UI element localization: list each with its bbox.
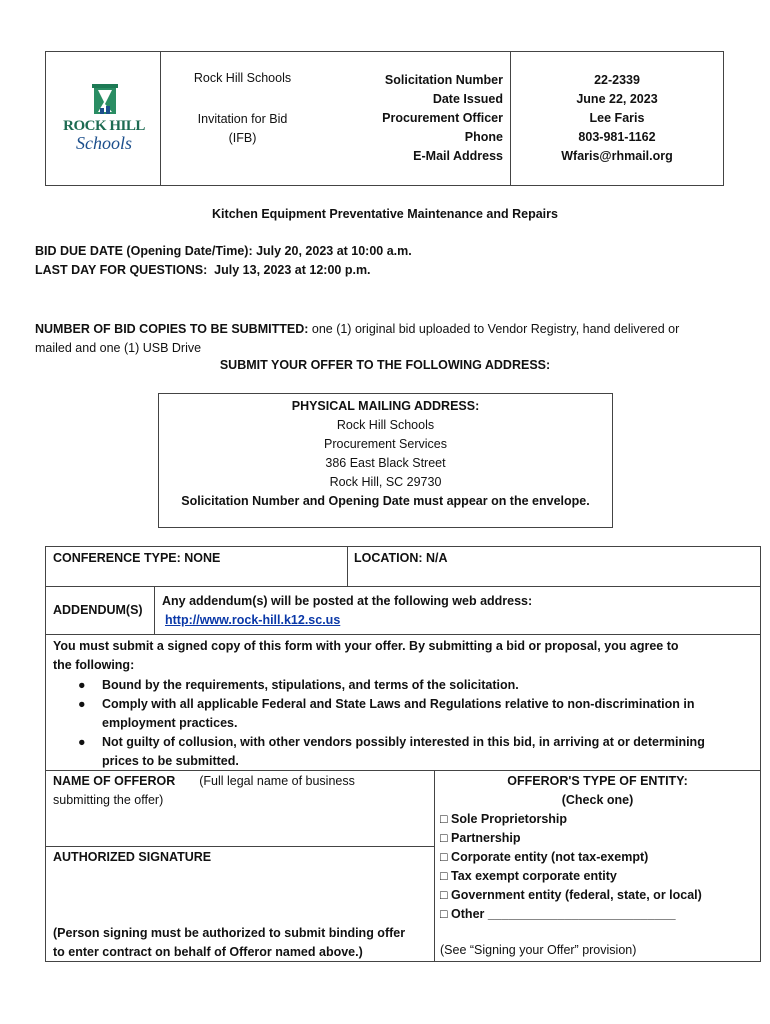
entity-footer: (See “Signing your Offer” provision) xyxy=(440,943,637,957)
label-date-issued: Date Issued xyxy=(432,92,503,106)
bid-copies-text: one (1) original bid uploaded to Vendor Registry, hand delivered or xyxy=(308,322,680,336)
signature-label[interactable]: AUTHORIZED SIGNATURE xyxy=(53,850,212,864)
entity-option[interactable] xyxy=(440,810,758,829)
school-logo xyxy=(60,82,148,158)
form-col-divider xyxy=(347,546,348,586)
checkbox-icon[interactable]: □ xyxy=(440,812,448,826)
addendum-link[interactable]: http://www.rock-hill.k12.sc.us xyxy=(165,613,341,627)
agreement-bullets xyxy=(78,676,753,771)
entity-option-label: Government entity (federal, state, or local) xyxy=(451,888,702,902)
checkbox-icon[interactable]: □ xyxy=(440,850,448,864)
bullet-item xyxy=(78,676,753,695)
agreement-line: the following: xyxy=(53,658,135,672)
label-email: E-Mail Address xyxy=(413,149,503,163)
value-date-issued: June 22, 2023 xyxy=(576,92,658,106)
offeror-label: NAME OF OFFEROR xyxy=(53,774,176,788)
bullet-text: Not guilty of collusion, with other vendors possibly interested in this bid, in arriving at or determining xyxy=(102,735,705,749)
offeror-hint: submitting the offer) xyxy=(53,793,164,807)
bid-title: Kitchen Equipment Preventative Maintenance and Repairs xyxy=(212,207,558,221)
entity-option-label: Tax exempt corporate entity xyxy=(451,869,617,883)
form-row-divider xyxy=(45,586,761,587)
conference-type: CONFERENCE TYPE: NONE xyxy=(53,551,221,565)
location: LOCATION: N/A xyxy=(354,551,448,565)
doc-type-line1: Invitation for Bid xyxy=(197,112,288,126)
mailing-address xyxy=(158,397,613,511)
bullet-text: prices to be submitted. xyxy=(102,754,239,768)
form-col-divider xyxy=(154,586,155,634)
checkbox-icon[interactable]: □ xyxy=(440,869,448,883)
header-values xyxy=(510,71,724,166)
bullet-item xyxy=(78,733,753,771)
value-phone: 803-981-1162 xyxy=(578,130,656,144)
bid-copies-label: NUMBER OF BID COPIES TO BE SUBMITTED: xyxy=(35,322,309,336)
signature-note-line: (Person signing must be authorized to submit binding offer xyxy=(53,926,406,940)
entity-options xyxy=(440,810,758,924)
form-row-divider xyxy=(45,634,761,635)
label-phone: Phone xyxy=(464,130,503,144)
checkbox-icon[interactable]: □ xyxy=(440,907,448,921)
bullet-text: Comply with all applicable Federal and State Laws and Regulations relative to non-discrimination in xyxy=(102,697,695,711)
bullet-icon: ● xyxy=(78,735,86,749)
address-line: Procurement Services xyxy=(324,437,447,451)
entity-option[interactable] xyxy=(440,905,758,924)
signature-note-line: to enter contract on behalf of Offeror named above.) xyxy=(53,945,363,959)
addendum-label: ADDENDUM(S) xyxy=(53,603,143,617)
address-heading: PHYSICAL MAILING ADDRESS: xyxy=(291,399,480,413)
checkbox-icon[interactable]: □ xyxy=(440,831,448,845)
entity-option[interactable] xyxy=(440,886,758,905)
label-solicitation-number: Solicitation Number xyxy=(384,73,503,87)
logo-text-rock-hill: ROCK HILL xyxy=(63,118,145,134)
entity-heading-title: OFFEROR'S TYPE OF ENTITY: xyxy=(507,774,688,788)
signature-note xyxy=(53,924,433,962)
entity-option-label: Corporate entity (not tax-exempt) xyxy=(451,850,649,864)
entity-option-label: Sole Proprietorship xyxy=(451,812,568,826)
logo-text-schools: Schools xyxy=(76,133,132,153)
form-row-divider xyxy=(45,846,434,847)
bid-copies xyxy=(35,320,735,358)
bullet-icon: ● xyxy=(78,697,86,711)
submit-heading: SUBMIT YOUR OFFER TO THE FOLLOWING ADDRESS: xyxy=(219,358,551,372)
label-procurement-officer: Procurement Officer xyxy=(382,111,503,125)
offeror-name-field[interactable] xyxy=(53,772,428,810)
bullet-item xyxy=(78,695,753,733)
entity-option[interactable] xyxy=(440,848,758,867)
entity-heading-sub: (Check one) xyxy=(561,793,634,807)
bullet-icon: ● xyxy=(78,678,86,692)
doc-type xyxy=(160,110,325,148)
entity-option-label: Other ___________________________ xyxy=(451,907,676,921)
checkbox-icon[interactable]: □ xyxy=(440,888,448,902)
bullet-text: Bound by the requirements, stipulations, and terms of the solicitation. xyxy=(102,678,519,692)
address-line: 386 East Black Street xyxy=(325,456,446,470)
envelope-note: Solicitation Number and Opening Date must appear on the envelope. xyxy=(181,494,590,508)
offeror-hint: (Full legal name of business xyxy=(199,774,355,788)
bullet-text: employment practices. xyxy=(102,716,238,730)
entity-option[interactable] xyxy=(440,867,758,886)
value-solicitation-number: 22-2339 xyxy=(594,73,640,87)
value-email: Wfaris@rhmail.org xyxy=(561,149,673,163)
header-labels xyxy=(340,71,503,166)
addendum-text: Any addendum(s) will be posted at the following web address: xyxy=(162,594,533,608)
agreement-line: You must submit a signed copy of this form with your offer. By submitting a bid or proposal, you agree to xyxy=(53,639,679,653)
agreement-text xyxy=(53,637,753,675)
last-day-questions: LAST DAY FOR QUESTIONS: July 13, 2023 at 12:00 p.m. xyxy=(35,263,371,277)
bid-copies-text-cont: mailed and one (1) USB Drive xyxy=(35,341,202,355)
value-procurement-officer: Lee Faris xyxy=(589,111,645,125)
bid-due-date: BID DUE DATE (Opening Date/Time): July 20, 2023 at 10:00 a.m. xyxy=(35,244,412,258)
entity-heading xyxy=(434,772,761,810)
entity-option-label: Partnership xyxy=(451,831,521,845)
entity-option[interactable] xyxy=(440,829,758,848)
doc-type-line2: (IFB) xyxy=(228,131,257,145)
org-name: Rock Hill Schools xyxy=(193,71,292,85)
address-line: Rock Hill Schools xyxy=(336,418,435,432)
address-line: Rock Hill, SC 29730 xyxy=(329,475,442,489)
